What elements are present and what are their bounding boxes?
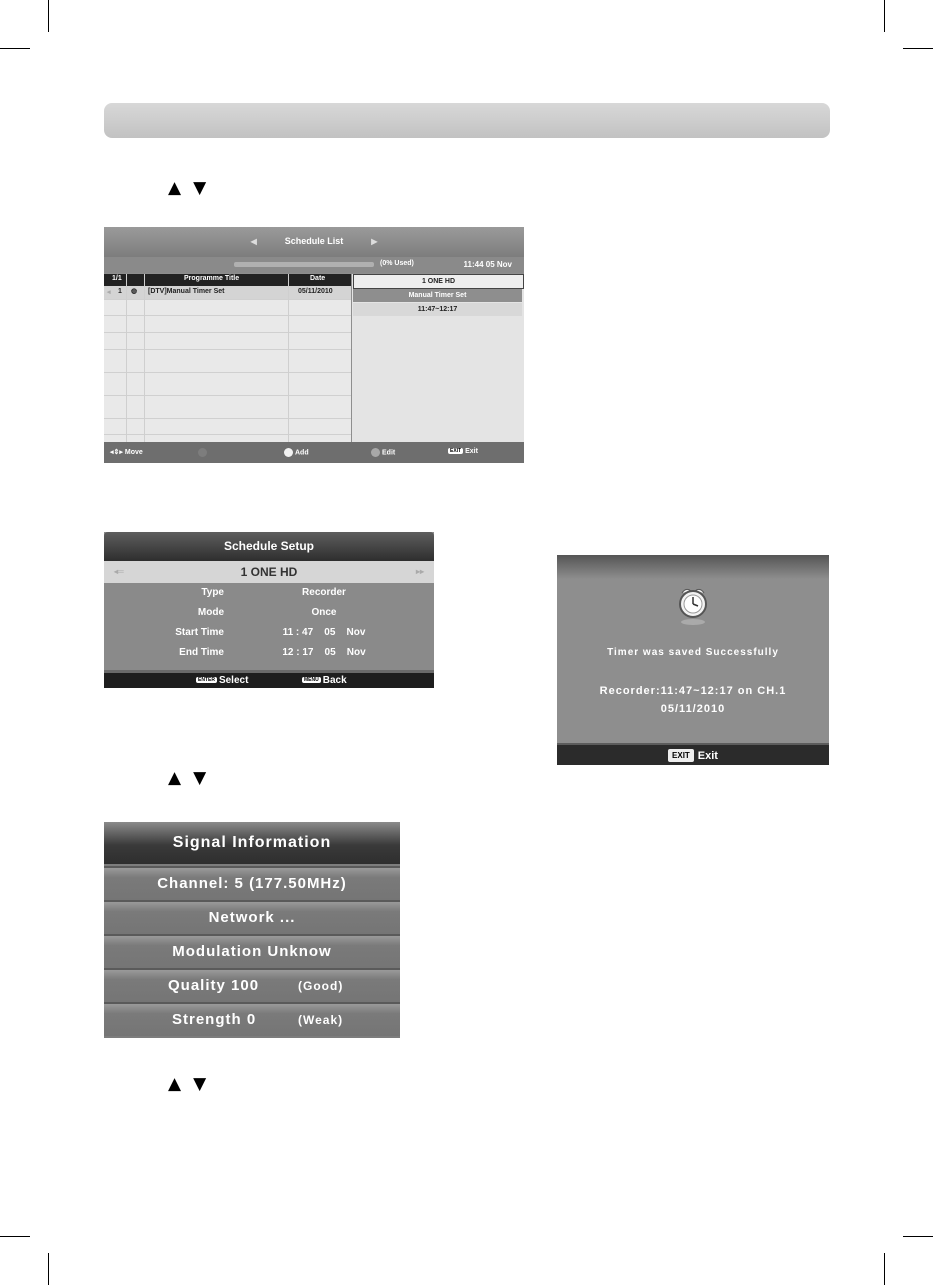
channel-name: 1 ONE HD xyxy=(240,565,298,579)
exit-key-icon: EXIT xyxy=(668,749,694,762)
timer-detail-line2: 05/11/2010 xyxy=(660,703,726,715)
modulation-value: Modulation Unknow xyxy=(172,943,332,960)
schedule-setup-footer xyxy=(104,670,434,688)
table-row[interactable] xyxy=(104,286,351,300)
navigate-arrows-icon: ◂⇕▸ xyxy=(110,449,123,456)
add-label: Add xyxy=(295,449,309,457)
column-divider xyxy=(126,274,127,442)
section-header-bar xyxy=(104,103,830,138)
end-time-label: End Time xyxy=(179,647,224,658)
column-divider xyxy=(288,274,289,442)
exit-label: Exit xyxy=(697,750,718,762)
quality-status: (Good) xyxy=(298,979,344,993)
channel-value: Channel: 5 (177.50MHz) xyxy=(157,875,347,892)
row-date: 05/11/2010 xyxy=(298,288,333,295)
left-arrow-icon[interactable]: ◂═ xyxy=(114,567,124,576)
right-arrow-icon[interactable]: ▶ xyxy=(371,237,378,246)
strength-value: Strength 0 xyxy=(172,1011,257,1028)
channel-row xyxy=(104,866,400,900)
crop-mark xyxy=(0,48,30,49)
exit-key-icon: EXIT xyxy=(450,448,462,455)
schedule-list-title: Schedule List xyxy=(284,236,344,246)
detail-event: Manual Timer Set xyxy=(353,289,522,302)
timer-saved-dialog xyxy=(557,555,829,765)
alarm-clock-icon xyxy=(676,585,710,627)
down-arrow-icon: ▼ xyxy=(193,1074,219,1094)
network-row xyxy=(104,900,400,934)
left-arrow-icon[interactable]: ◀ xyxy=(250,237,257,246)
edit-label: Edit xyxy=(382,449,396,457)
back-button[interactable] xyxy=(302,675,347,686)
schedule-setup-title: Schedule Setup xyxy=(104,532,434,561)
right-arrow-icon[interactable]: ▸▸ xyxy=(415,567,424,576)
detail-time: 11:47~12:17 xyxy=(353,303,522,316)
crop-mark xyxy=(884,1253,885,1285)
crop-mark xyxy=(48,1253,49,1285)
start-time-label: Start Time xyxy=(175,627,224,638)
end-time-value: 12 : 17 05 Nov xyxy=(282,647,366,658)
exit-button[interactable] xyxy=(448,448,478,455)
mode-label: Mode xyxy=(197,607,224,618)
exit-button[interactable] xyxy=(668,750,718,762)
schedule-table xyxy=(104,274,351,442)
select-button[interactable] xyxy=(196,675,248,686)
header-programme-title: Programme Title xyxy=(184,275,240,282)
channel-selector[interactable] xyxy=(104,561,434,583)
schedule-list-footer xyxy=(104,442,524,463)
select-label: Select xyxy=(218,675,249,686)
type-row[interactable] xyxy=(104,583,434,603)
strength-status: (Weak) xyxy=(298,1013,344,1027)
empty-row xyxy=(104,373,351,396)
start-time-value: 11 : 47 05 Nov xyxy=(282,627,366,638)
add-button[interactable] xyxy=(284,448,309,457)
usage-text: (0% Used) xyxy=(380,260,414,267)
empty-row xyxy=(104,299,351,316)
inactive-color-key-icon xyxy=(198,448,207,457)
signal-information-screen xyxy=(104,822,400,1038)
row-number: 1 xyxy=(118,288,122,295)
dialog-footer xyxy=(557,743,829,765)
down-arrow-icon: ▼ xyxy=(193,768,219,788)
crop-mark xyxy=(884,0,885,32)
header-index: 1/1 xyxy=(112,275,122,282)
mode-value: Once xyxy=(311,607,337,618)
signal-information-title: Signal Information xyxy=(104,822,400,864)
column-divider xyxy=(144,274,145,442)
crop-mark xyxy=(0,1236,30,1237)
timer-detail-line1: Recorder:11:47~12:17 on CH.1 xyxy=(599,685,787,697)
crop-mark xyxy=(903,48,933,49)
up-arrow-icon: ▲ xyxy=(168,768,194,788)
detail-channel: 1 ONE HD xyxy=(353,274,524,289)
header-date: Date xyxy=(310,275,326,282)
move-hint xyxy=(110,448,143,456)
exit-label: Exit xyxy=(465,448,478,455)
timer-clock-icon: ◍ xyxy=(131,288,138,295)
mode-row[interactable] xyxy=(104,603,434,623)
menu-key-icon: MENU xyxy=(304,677,319,684)
schedule-list-title-bar xyxy=(104,227,524,257)
timer-saved-message: Timer was saved Successfully xyxy=(607,647,779,658)
crop-mark xyxy=(903,1236,933,1237)
end-time-row[interactable] xyxy=(104,643,434,663)
type-value: Recorder xyxy=(302,587,346,598)
down-arrow-icon: ▼ xyxy=(193,178,219,198)
up-arrow-icon: ▲ xyxy=(168,1074,194,1094)
edit-button[interactable] xyxy=(371,448,395,457)
row-title: [DTV]Manual Timer Set xyxy=(148,288,225,295)
empty-row xyxy=(104,350,351,373)
back-label: Back xyxy=(322,675,347,686)
strength-row xyxy=(104,1002,400,1036)
up-down-arrows xyxy=(168,768,218,788)
schedule-setup-screen xyxy=(104,532,434,688)
empty-row xyxy=(104,316,351,333)
type-label: Type xyxy=(201,587,224,598)
network-value: Network ... xyxy=(208,909,296,926)
storage-usage-bar xyxy=(104,257,524,273)
edit-color-key-icon xyxy=(371,448,380,457)
quality-value: Quality 100 xyxy=(168,977,260,994)
add-color-key-icon xyxy=(284,448,293,457)
schedule-list-screen xyxy=(104,227,524,463)
up-down-arrows xyxy=(168,178,218,198)
event-detail-panel xyxy=(352,274,524,442)
move-label: Move xyxy=(124,449,143,456)
empty-row xyxy=(104,333,351,350)
clock: 11:44 05 Nov xyxy=(463,260,512,269)
enter-key-icon: ENTER xyxy=(198,677,215,684)
table-header xyxy=(104,274,351,286)
empty-row xyxy=(104,396,351,419)
dialog-top-shade xyxy=(557,555,829,579)
usage-meter xyxy=(234,262,374,267)
row-marker-icon: ◂ xyxy=(107,289,111,296)
start-time-row[interactable] xyxy=(104,623,434,643)
modulation-row xyxy=(104,934,400,968)
up-down-arrows xyxy=(168,1074,218,1094)
crop-mark xyxy=(48,0,49,32)
quality-row xyxy=(104,968,400,1002)
up-arrow-icon: ▲ xyxy=(168,178,194,198)
empty-row xyxy=(104,419,351,435)
